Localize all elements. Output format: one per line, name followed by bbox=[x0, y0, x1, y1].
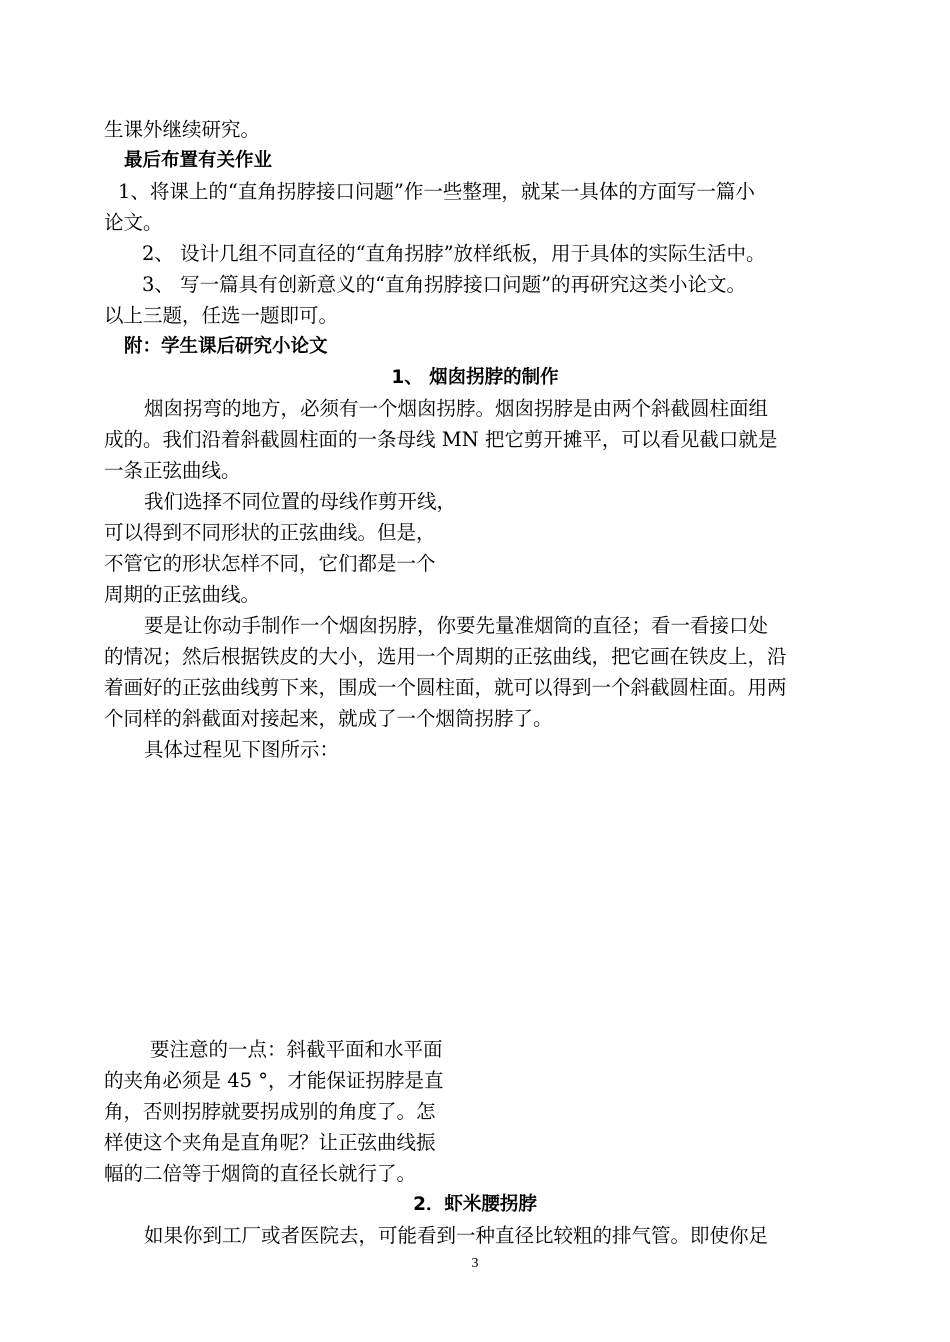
text-line: 样使这个夹角是直角呢？让正弦曲线振 bbox=[104, 1131, 436, 1154]
text-line: 不管它的形状怎样不同，它们都是一个 bbox=[104, 552, 436, 575]
article-title: 1、 烟囱拐脖的制作 bbox=[391, 367, 559, 388]
text-line: 要是让你动手制作一个烟囱拐脖，你要先量准烟筒的直径；看一看接口处 bbox=[144, 614, 769, 637]
text-line: 3、 写一篇具有创新意义的“直角拐脖接口问题”的再研究这类小论文。 bbox=[142, 273, 747, 296]
text-line: 以上三题，任选一题即可。 bbox=[104, 304, 339, 327]
text-line: 着画好的正弦曲线剪下来，围成一个圆柱面，就可以得到一个斜截圆柱面。用两 bbox=[104, 676, 787, 699]
text-line: 的夹角必须是 45 °，才能保证拐脖是直 bbox=[104, 1069, 444, 1092]
article-title: 2．虾米腰拐脖 bbox=[413, 1194, 537, 1215]
text-line: 2、 设计几组不同直径的“直角拐脖”放样纸板，用于具体的实际生活中。 bbox=[142, 242, 766, 265]
text-line: 一条正弦曲线。 bbox=[104, 459, 241, 482]
text-line: 可以得到不同形状的正弦曲线。但是， bbox=[104, 521, 436, 544]
text-line: 周期的正弦曲线。 bbox=[104, 583, 261, 606]
text-line: 个同样的斜截面对接起来，就成了一个烟筒拐脖了。 bbox=[104, 707, 553, 730]
text-line: 角，否则拐脖就要拐成别的角度了。怎 bbox=[104, 1100, 436, 1123]
text-line: 的情况；然后根据铁皮的大小，选用一个周期的正弦曲线，把它画在铁皮上，沿 bbox=[104, 645, 787, 668]
text-line: 生课外继续研究。 bbox=[104, 118, 261, 141]
text-line: 具体过程见下图所示： bbox=[144, 738, 340, 761]
text-line: 要注意的一点：斜截平面和水平面 bbox=[150, 1038, 443, 1061]
section-heading: 附：学生课后研究小论文 bbox=[124, 336, 328, 357]
text-line: 如果你到工厂或者医院去，可能看到一种直径比较粗的排气管。即使你足 bbox=[144, 1224, 769, 1247]
text-line: 幅的二倍等于烟筒的直径长就行了。 bbox=[104, 1162, 417, 1185]
text-line: 论文。 bbox=[104, 211, 163, 234]
text-line: 1、将课上的“直角拐脖接口问题”作一些整理，就某一具体的方面写一篇小 bbox=[118, 180, 755, 203]
section-heading: 最后布置有关作业 bbox=[124, 150, 273, 171]
figure-placeholder bbox=[104, 720, 844, 1020]
text-line: 烟囱拐弯的地方，必须有一个烟囱拐脖。烟囱拐脖是由两个斜截圆柱面组 bbox=[144, 397, 769, 420]
page-number: 3 bbox=[471, 1256, 479, 1271]
text-line: 成的。我们沿着斜截圆柱面的一条母线 MN 把它剪开摊平，可以看见截口就是 bbox=[104, 428, 778, 451]
text-line: 我们选择不同位置的母线作剪开线， bbox=[144, 490, 457, 513]
